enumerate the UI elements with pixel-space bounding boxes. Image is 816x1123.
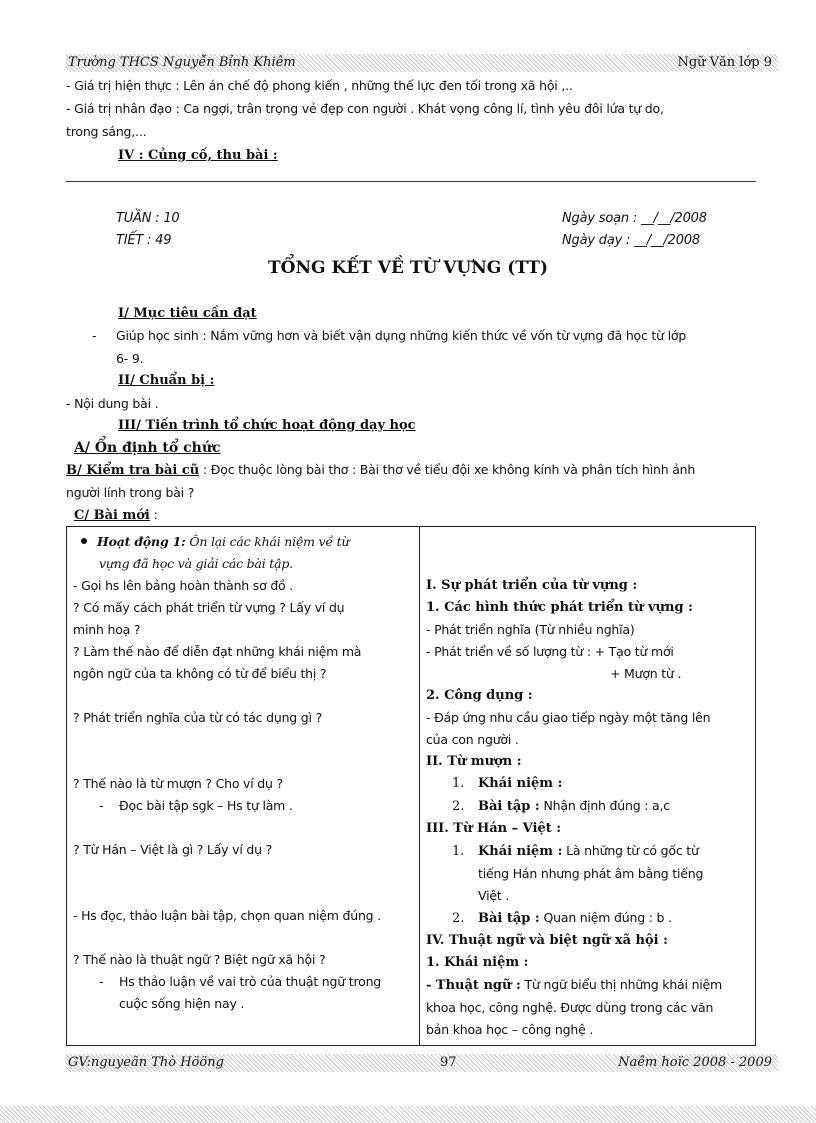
teach-date: Ngày dạy : __/__/2008 bbox=[562, 233, 700, 248]
text-line: trong sáng,... bbox=[66, 124, 147, 139]
divider bbox=[66, 181, 756, 182]
lesson-table bbox=[66, 526, 756, 1046]
header-subject: Ngữ Văn lớp 9 bbox=[677, 55, 772, 70]
section-heading: II/ Chuẩn bị : bbox=[118, 373, 215, 388]
page-number: 97 bbox=[440, 1055, 457, 1070]
bullet-dash: - bbox=[92, 328, 97, 343]
text-line: B/ Kiểm tra bài cũ : Đọc thuộc lòng bài thơ : Bài thơ về tiểu đội xe không kính và phân tích hình ảnh bbox=[66, 462, 696, 478]
footer-teacher: GV:nguyeãn Thò Hööng bbox=[68, 1055, 224, 1070]
footer-year: Naêm hoïc 2008 - 2009 bbox=[618, 1055, 772, 1070]
prep-date: Ngày soạn : __/__/2008 bbox=[562, 211, 707, 226]
text-line: - Giá trị hiện thực : Lên án chế độ phong kiến , những thế lực đen tối trong xã hội ,.. bbox=[66, 78, 573, 93]
header-school: Trường THCS Nguyễn Bỉnh Khiêm bbox=[68, 55, 296, 70]
text-line: 6- 9. bbox=[116, 351, 144, 366]
section-heading: III/ Tiến trình tổ chức hoạt động dạy học bbox=[118, 418, 416, 433]
section-heading: I/ Mục tiêu cần đạt bbox=[118, 306, 257, 321]
lesson-week: TUẦN : 10 bbox=[116, 211, 180, 226]
text-line: - Nội dung bài . bbox=[66, 396, 159, 411]
lesson-period: TIẾT : 49 bbox=[116, 233, 172, 248]
left-column: Hoạt động 1: Ôn lại các khái niệm về từ vựng đã học và giải các bài tập. - Gọi hs lên bảng hoàn thành sơ đồ . ? Có mấy cách phát triển từ vựng ? Lấy ví dụ minh hoạ ? ? Làm thế nào để diễn đạt những khái niệm mà ngôn ngữ của ta không có từ để biểu thị ? ? Phát triển nghĩa của từ có tác dụng gì ? ? Thế nào là từ mượn ? Cho ví dụ ? - Đọc bài tập sgk – Hs tự làm . ? Từ Hán – Việt là gì ? Lấy ví dụ ? - Hs đọc, thảo luận bài tập, chọn quan niệm đúng . ? Thế nào là thuật ngữ ? Biệt ngữ xã hội ? - Hs thảo luận về vai trò của thuật ngữ trong cuộc sống hiện nay . bbox=[67, 527, 420, 1046]
page-title: TỔNG KẾT VỀ TỪ VỰNG (TT) bbox=[268, 258, 548, 278]
section-heading: B/ Kiểm tra bài cũ bbox=[66, 463, 200, 478]
text-line: Giúp học sinh : Nắm vững hơn và biết vận dụng những kiến thức về vốn từ vựng đã học từ lớp bbox=[116, 328, 687, 343]
text-line: người lính trong bài ? bbox=[66, 485, 195, 500]
section-heading: A/ Ổn định tổ chức bbox=[74, 440, 221, 456]
right-column: I. Sự phát triển của từ vựng : 1. Các hình thức phát triển từ vựng : - Phát triển nghĩa (Từ nhiều nghĩa) - Phát triển về số lượng từ : + Tạo từ mới + Mượn từ . 2. Công dụng : - Đáp ứng nhu cầu giao tiếp ngày một tăng lên của con người . II. Từ mượn : 1. Khái niệm : 2. Bài tập : Nhận định đúng : a,c III. Từ Hán – Việt : 1. Khái niệm : Là những từ có gốc từ tiếng Hán nhưng phát âm bằng tiếng Việt . 2. Bài tập : Quan niệm đúng : b . IV. Thuật ngữ và biệt ngữ xã hội : 1. Khái niệm : - Thuật ngữ : Từ ngữ biểu thị những khái niệm khoa học, công nghệ. Được dùng trong các văn bản khoa học – công nghệ . bbox=[426, 578, 723, 1037]
section-heading: C/ Bài mới bbox=[74, 508, 150, 523]
text-line: C/ Bài mới : bbox=[74, 507, 158, 523]
bottom-band bbox=[0, 1106, 816, 1123]
text-line: - Giá trị nhân đạo : Ca ngợi, trân trọng vẻ đẹp con người . Khát vọng công lí, tình yêu đôi lứa tự do, bbox=[66, 101, 664, 116]
section-heading: IV : Củng cố, thu bài : bbox=[118, 148, 278, 163]
bullet-icon bbox=[81, 538, 87, 544]
